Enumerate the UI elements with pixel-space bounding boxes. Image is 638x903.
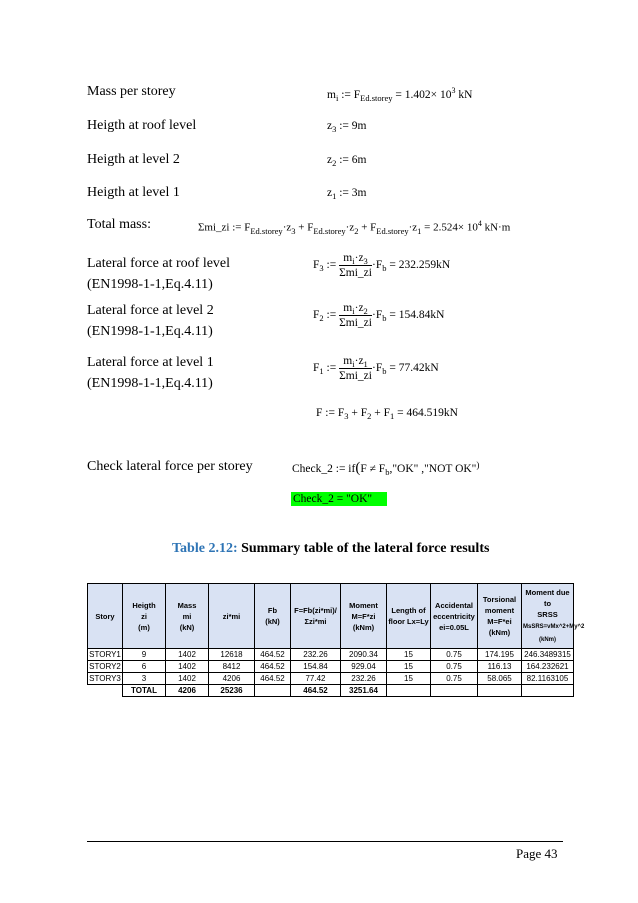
cell-eccentricity: 0.75 [431, 661, 478, 673]
label-lateral-level-2: Lateral force at level 2 [87, 303, 214, 318]
label-total-mass: Total mass: [87, 217, 151, 232]
col-header-torsional-moment: Torsional moment M=F*ei (kNm) [478, 584, 522, 649]
cell-total-label: TOTAL [123, 685, 166, 697]
page-number: Page 43 [516, 846, 558, 861]
col-header-srss-moment: Moment due to SRSS MsSRS=vMx^2+My^2 (kNm) [522, 584, 574, 649]
cell-mass: 1402 [166, 649, 209, 661]
summary-table [87, 583, 585, 697]
eq-check: Check_2 := $if(F \ne F_b,"OK$" ,"NOT OK") [292, 460, 480, 477]
eq-total-mass: Σmi_zi := $F_{Ed.storey}\cdot z_3 + F_{Ed.storey}\cdot z_2 + F_{Ed.storey}\cdot z_1 = 2.524\times 10^4$ kN·m [198, 219, 511, 236]
cell-zi-mi: 8412 [209, 661, 255, 673]
cell-eccentricity: 0.75 [431, 649, 478, 661]
col-header-zi-mi: zi*mi [209, 584, 255, 649]
cell-moment: 2090.34 [341, 649, 387, 661]
table-header-row [88, 584, 574, 649]
eq-f3: $F_3$ := $\frac{m_i\cdot z_3}{\text{Σmi\_zi}}$ $\cdot F_b = 232.259kN$ [313, 252, 451, 279]
cell-mass: 1402 [166, 661, 209, 673]
cell-torsional: 116.13 [478, 661, 522, 673]
eq-f2: $F_2$ := $\frac{m_i\cdot z_2}{\text{Σmi\_zi}}$ $\cdot F_b = 154.84kN$ [313, 302, 445, 329]
cell-total-moment: 3251.64 [341, 685, 387, 697]
label-lateral-level-2-ref: (EN1998-1-1,Eq.4.11) [87, 324, 213, 339]
cell-torsional: 174.195 [478, 649, 522, 661]
col-header-height: Heigth zi (m) [123, 584, 166, 649]
cell-fb: 464.52 [255, 649, 291, 661]
cell-force: 77.42 [291, 673, 341, 685]
cell-moment: 929.04 [341, 661, 387, 673]
cell-eccentricity: 0.75 [431, 673, 478, 685]
cell-height: 3 [123, 673, 166, 685]
table-row [88, 661, 574, 673]
cell-length: 15 [387, 673, 431, 685]
cell-total-eccentricity [431, 685, 478, 697]
cell-total-fb [255, 685, 291, 697]
col-header-eccentricity: Accidental eccentricity ei=0.05L [431, 584, 478, 649]
cell-total-blank [88, 685, 123, 697]
eq-mass-per-storey: $m_i$ := $F_{Ed.storey} = 1.402\times 10^3$ kN [327, 86, 473, 103]
col-header-floor-length: Length of floor Lx=Ly [387, 584, 431, 649]
label-mass-per-storey: Mass per storey [87, 84, 176, 99]
cell-force: 232.26 [291, 649, 341, 661]
eq-f1: $F_1$ := $\frac{m_i\cdot z_1}{\text{Σmi\_zi}}$ $\cdot F_b = 77.42kN$ [313, 355, 439, 382]
label-lateral-roof-ref: (EN1998-1-1,Eq.4.11) [87, 277, 213, 292]
col-header-fb: Fb (kN) [255, 584, 291, 649]
cell-story: STORY1 [89, 650, 121, 659]
col-header-mass: Mass mi (kN) [166, 584, 209, 649]
cell-story: STORY3 [89, 674, 121, 683]
cell-height: 6 [123, 661, 166, 673]
eq-z2: $z_2$ := 6m [327, 154, 367, 168]
col-header-moment: Moment M=F*zi (kNm) [341, 584, 387, 649]
cell-fb: 464.52 [255, 661, 291, 673]
cell-total-zi-mi: 25236 [209, 685, 255, 697]
cell-total-length [387, 685, 431, 697]
label-height-roof: Heigth at roof level [87, 118, 197, 133]
cell-total-force: 464.52 [291, 685, 341, 697]
table-row [88, 649, 574, 661]
cell-force: 154.84 [291, 661, 341, 673]
footer-rule [87, 841, 563, 842]
cell-srss: 246.3489315 [522, 649, 574, 661]
cell-zi-mi: 12618 [209, 649, 255, 661]
label-check-lateral-force: Check lateral force per storey [87, 459, 253, 474]
cell-fb: 464.52 [255, 673, 291, 685]
eq-z1: $z_1$ := 3m [327, 187, 367, 201]
cell-length: 15 [387, 649, 431, 661]
cell-height: 9 [123, 649, 166, 661]
cell-zi-mi: 4206 [209, 673, 255, 685]
label-height-level-1: Heigth at level 1 [87, 185, 180, 200]
cell-mass: 1402 [166, 673, 209, 685]
table-caption: Table 2.12: Summary table of the lateral force results [172, 541, 490, 556]
cell-length: 15 [387, 661, 431, 673]
col-header-story: Story [88, 584, 123, 649]
check-result-badge: Check_2 = "OK" [291, 492, 387, 506]
table-total-row [88, 685, 574, 697]
eq-z3: $z_3$ := 9m [327, 120, 367, 134]
cell-story: STORY2 [89, 662, 121, 671]
cell-moment: 232.26 [341, 673, 387, 685]
table-row [88, 673, 574, 685]
cell-total-torsional [478, 685, 522, 697]
label-lateral-level-1: Lateral force at level 1 [87, 355, 214, 370]
label-lateral-level-1-ref: (EN1998-1-1,Eq.4.11) [87, 376, 213, 391]
eq-f-sum: F := $F_3 + F_2 + F_1 = 464.519kN$ [316, 407, 458, 421]
cell-srss: 82.1163105 [522, 673, 574, 685]
label-height-level-2: Heigth at level 2 [87, 152, 180, 167]
cell-srss: 164.232621 [522, 661, 574, 673]
cell-total-mass: 4206 [166, 685, 209, 697]
label-lateral-roof: Lateral force at roof level [87, 256, 231, 271]
col-header-force: F=Fb(zi*mi)/ Σzi*mi [291, 584, 341, 649]
cell-total-srss [522, 685, 574, 697]
cell-torsional: 58.065 [478, 673, 522, 685]
